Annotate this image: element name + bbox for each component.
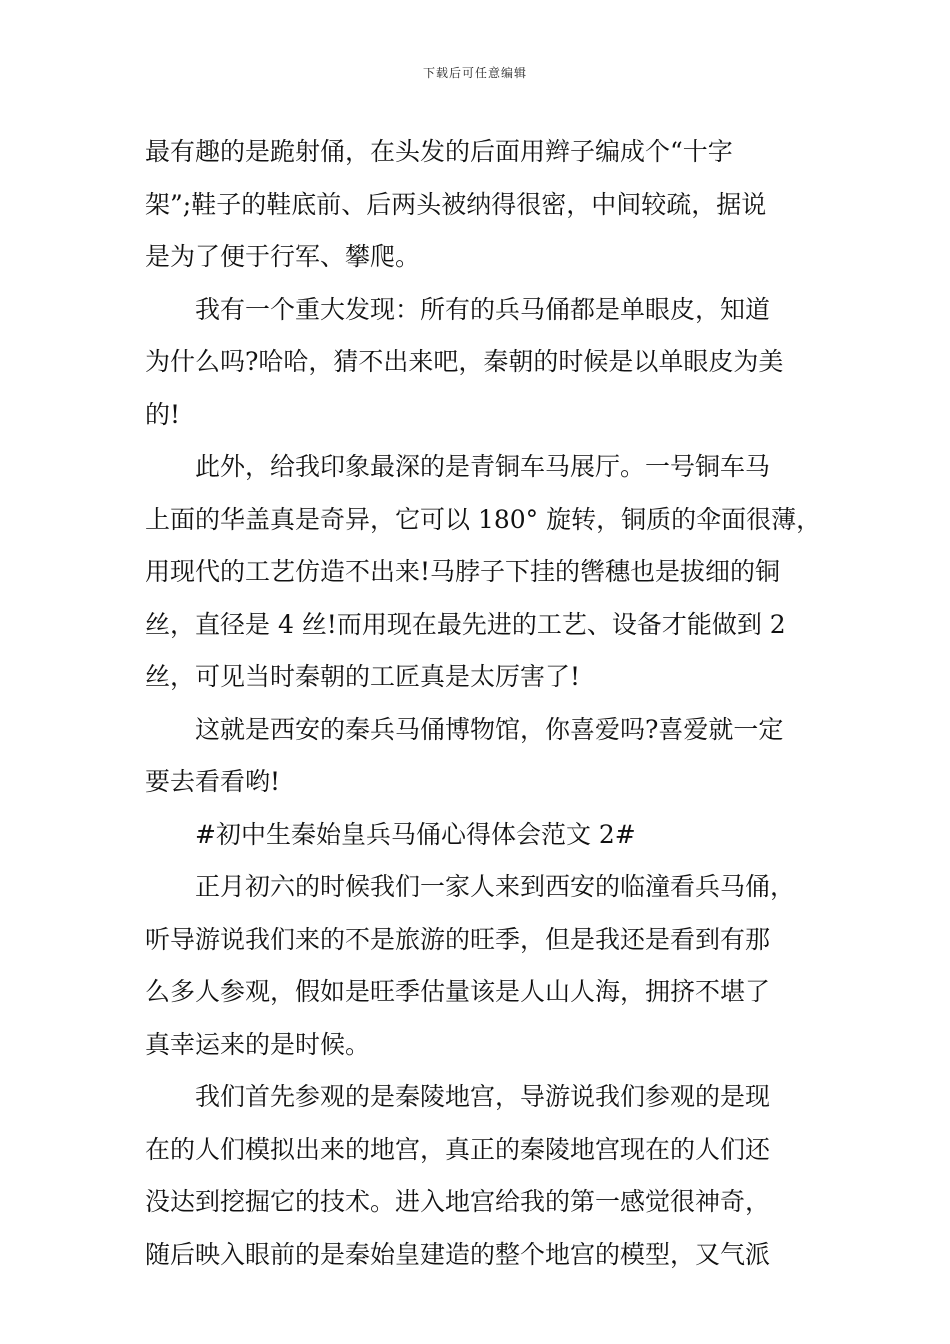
text-line: 在的人们模拟出来的地宫，真正的秦陵地宫现在的人们还 xyxy=(145,1134,771,1164)
text-line: 我有一个重大发现：所有的兵马俑都是单眼皮，知道 xyxy=(195,294,771,324)
text-line: 此外，给我印象最深的是青铜车马展厅。一号铜车马 xyxy=(195,452,771,481)
section-heading: #初中生秦始皇兵马俑心得体会范文 2# xyxy=(195,819,636,849)
text-line: 架”;鞋子的鞋底前、后两头被纳得很密，中间较疏，据说 xyxy=(145,189,767,219)
text-line: 要去看看哟! xyxy=(145,767,281,796)
text-line: 的! xyxy=(145,399,181,429)
text-line: 是为了便于行军、攀爬。 xyxy=(145,242,421,271)
text-line: 随后映入眼前的是秦始皇建造的整个地宫的模型，又气派 xyxy=(145,1239,771,1269)
text-line: 听导游说我们来的不是旅游的旺季，但是我还是看到有那 xyxy=(145,924,771,954)
text-line: 丝，直径是 4 丝!而用现在最先进的工艺、设备才能做到 2 xyxy=(145,609,786,639)
header-note: 下载后可任意编辑 xyxy=(422,66,527,80)
text-line: 正月初六的时候我们一家人来到西安的临潼看兵马俑， xyxy=(195,872,796,901)
document-body xyxy=(145,126,822,1281)
text-line: 这就是西安的秦兵马俑博物馆，你喜爱吗?喜爱就一定 xyxy=(195,714,784,744)
text-line: 真幸运来的是时候。 xyxy=(145,1029,371,1059)
text-line: 最有趣的是跪射俑，在头发的后面用辫子编成个“十字 xyxy=(145,137,733,166)
text-line: 为什么吗?哈哈，猜不出来吧，秦朝的时候是以单眼皮为美 xyxy=(145,347,784,376)
text-line: 用现代的工艺仿造不出来!马脖子下挂的辔穗也是拔细的铜 xyxy=(145,557,781,586)
text-line: 没达到挖掘它的技术。进入地宫给我的第一感觉很神奇， xyxy=(145,1187,771,1216)
text-line: 丝，可见当时秦朝的工匠真是太厉害了! xyxy=(145,662,581,691)
text-line: 我们首先参观的是秦陵地宫，导游说我们参观的是现 xyxy=(195,1082,771,1111)
text-line: 上面的华盖真是奇异，它可以 180° 旋转，铜质的伞面很薄， xyxy=(145,504,822,534)
text-line: 么多人参观，假如是旺季估量该是人山人海，拥挤不堪了 xyxy=(145,977,771,1006)
